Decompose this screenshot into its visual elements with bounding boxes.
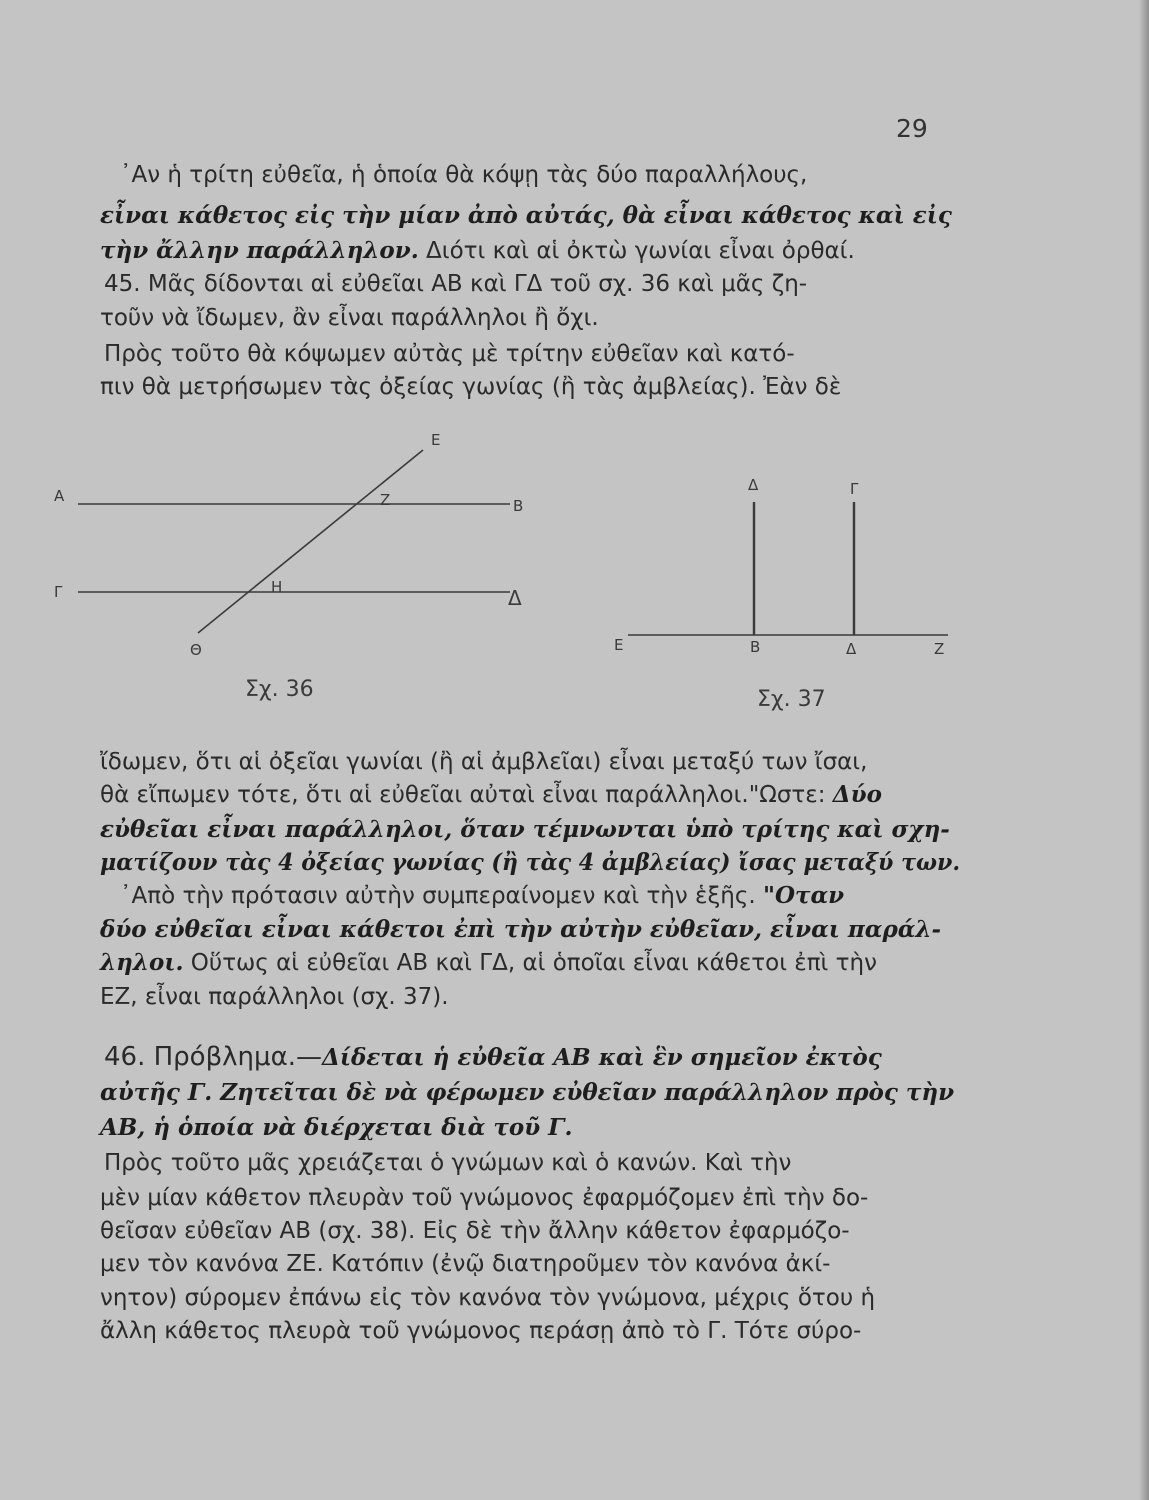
figure-37-caption: Σχ. 37 — [757, 687, 826, 712]
body-text: Πρὸς τοῦτο θὰ κόψωμεν αὐτὰς μὲ τρίτην εὐθεῖαν καὶ κατό- — [104, 341, 795, 367]
figure-36-caption: Σχ. 36 — [245, 677, 314, 702]
text-line — [100, 948, 960, 978]
body-text: ἄλλη κάθετος πλευρὰ τοῦ γνώμονος περάσῃ ἀπὸ τὸ Γ. Τότε σύρο- — [100, 1318, 862, 1344]
figure-36-diagram — [40, 425, 560, 675]
emphasized-text: Δίδεται ἡ εὐθεῖα ΑΒ καὶ ἓν σημεῖον ἐκτὸς — [321, 1044, 882, 1071]
emphasized-text: εἶναι κάθετος εἰς τὴν μίαν ἀπὸ αὐτάς, θὰ εἶναι κάθετος καὶ εἰς — [100, 202, 952, 229]
emphasized-text: δύο εὐθεῖαι εἶναι κάθετοι ἐπὶ τὴν αὐτὴν εὐθεῖαν, εἶναι παράλ- — [100, 916, 942, 943]
emphasized-text: ΑΒ, ἡ ὁποία νὰ διέρχεται διὰ τοῦ Γ. — [100, 1114, 573, 1141]
body-text: πιν θὰ μετρήσωμεν τὰς ὀξείας γωνίας (ἢ τὰς ἀμβλείας). Ἐὰν δὲ — [100, 374, 842, 400]
text-line — [120, 160, 960, 190]
label-d-top: Δ — [748, 476, 759, 494]
text-line — [100, 372, 960, 402]
body-text: ᾿Αν ἡ τρίτη εὐθεῖα, ἡ ὁποία θὰ κόψῃ τὰς δύο παραλλήλους, — [120, 162, 808, 188]
emphasized-text: τὴν ἄλλην παράλληλον. — [100, 237, 419, 264]
text-line — [100, 1078, 960, 1108]
text-line — [100, 780, 960, 810]
text-line — [100, 1113, 960, 1143]
page-number: 29 — [896, 114, 928, 143]
body-text: θεῖσαν εὐθεῖαν ΑΒ (σχ. 38). Εἰς δὲ τὴν ἄλλην κάθετον ἐφαρμόζο- — [100, 1218, 850, 1244]
body-text: νητον) σύρομεν ἐπάνω εἰς τὸν κανόνα τὸν γνώμονα, μέχρις ὅτου ἡ — [100, 1285, 876, 1311]
label-z: Ζ — [380, 491, 391, 509]
body-text: ΕΖ, εἶναι παράλληλοι (σχ. 37). — [100, 984, 449, 1010]
label-a: Α — [54, 487, 65, 505]
label-e: Ε — [614, 636, 624, 654]
text-line — [100, 303, 960, 333]
text-line — [100, 815, 960, 845]
label-z: Ζ — [934, 640, 945, 658]
text-line — [100, 1216, 960, 1246]
label-b: Β — [513, 497, 524, 515]
body-text: Πρὸς τοῦτο μᾶς χρειάζεται ὁ γνώμων καὶ ὁ κανών. Καὶ τὴν — [104, 1150, 792, 1176]
text-line — [100, 982, 960, 1012]
body-text: ἴδωμεν, ὅτι αἱ ὀξεῖαι γωνίαι (ἢ αἱ ἀμβλεῖαι) εἶναι μεταξύ των ἴσαι, — [100, 749, 868, 775]
figure-37-diagram — [600, 470, 960, 670]
text-line — [100, 915, 960, 945]
text-line — [100, 1283, 960, 1313]
label-g: Γ — [54, 583, 63, 601]
text-line — [120, 881, 960, 911]
body-text: μὲν μίαν κάθετον πλευρὰν τοῦ γνώμονος ἐφαρμόζομεν ἐπὶ τὴν δο- — [100, 1185, 869, 1211]
text-line — [104, 1042, 960, 1073]
body-text: 45. Μᾶς δίδονται αἱ εὐθεῖαι ΑΒ καὶ ΓΔ τοῦ σχ. 36 καὶ μᾶς ζη- — [104, 271, 808, 297]
body-text: Οὕτως αἱ εὐθεῖαι ΑΒ καὶ ΓΔ, αἱ ὁποῖαι εἶναι κάθετοι ἐπὶ τὴν — [183, 950, 877, 976]
emphasized-text: ματίζουν τὰς 4 ὀξείας γωνίας (ἢ τὰς 4 ἀμβλείας) ἴσας μεταξύ των. — [100, 849, 961, 876]
emphasized-text: "Οταν — [762, 882, 845, 909]
label-b: Β — [750, 638, 761, 656]
emphasized-text: ληλοι. — [100, 949, 184, 976]
emphasized-text: Δύο — [832, 781, 882, 808]
label-d: Δ — [508, 586, 522, 610]
text-line — [100, 236, 960, 266]
line-transversal-et — [198, 450, 423, 633]
text-line — [100, 848, 961, 878]
text-line — [100, 1249, 960, 1279]
text-line — [100, 1183, 960, 1213]
body-text: θὰ εἴπωμεν τότε, ὅτι αἱ εὐθεῖαι αὐταὶ εἶναι παράλληλοι."Ωστε: — [100, 782, 833, 808]
emphasized-text: αὐτῆς Γ. Ζητεῖται δὲ νὰ φέρωμεν εὐθεῖαν παράλληλον πρὸς τὴν — [100, 1079, 955, 1106]
label-d-bottom: Δ — [846, 640, 857, 658]
page-edge-shadow — [1139, 0, 1149, 1500]
label-g-top: Γ — [850, 480, 859, 498]
text-line — [104, 339, 960, 369]
text-line — [100, 747, 960, 777]
text-line — [100, 1316, 960, 1346]
text-line — [100, 201, 960, 231]
emphasized-text: εὐθεῖαι εἶναι παράλληλοι, ὅταν τέμνωνται ὑπὸ τρίτης καὶ σχη- — [100, 816, 950, 843]
body-text: ᾿Απὸ τὴν πρότασιν αὐτὴν συμπεραίνομεν καὶ τὴν ἑξῆς. — [120, 883, 763, 909]
label-th: Θ — [190, 641, 202, 659]
body-text: Διότι καὶ αἱ ὀκτὼ γωνίαι εἶναι ὀρθαί. — [418, 238, 855, 264]
body-text: τοῦν νὰ ἴδωμεν, ἂν εἶναι παράλληλοι ἢ ὄχι. — [100, 305, 599, 331]
label-h: Η — [271, 578, 283, 596]
label-e: Ε — [431, 431, 441, 449]
text-line — [104, 1148, 960, 1178]
text-line — [104, 269, 960, 299]
body-text: μεν τὸν κανόνα ΖΕ. Κατόπιν (ἐνῷ διατηροῦμεν τὸν κανόνα ἀκί- — [100, 1251, 831, 1277]
section-heading: 46. Πρόβλημα.— — [104, 1042, 322, 1072]
